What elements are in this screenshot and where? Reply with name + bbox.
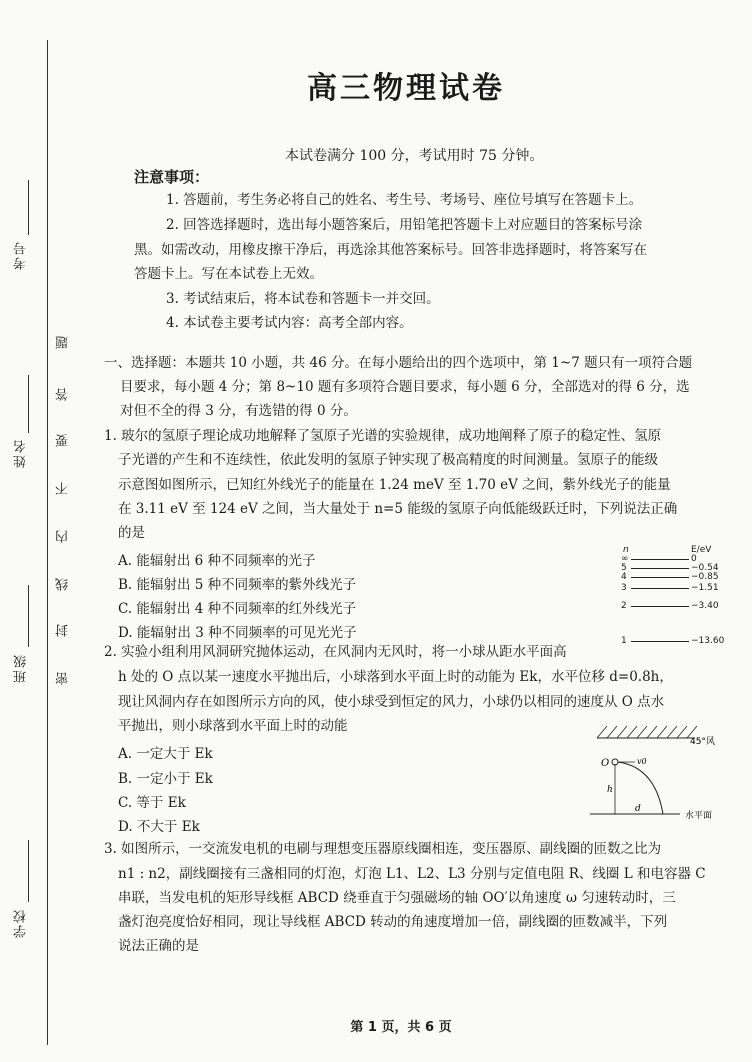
school-line	[28, 840, 29, 902]
wind-tunnel-figure	[585, 722, 735, 830]
level-n-label: ∞	[621, 554, 629, 564]
class-line	[28, 585, 29, 647]
notice-item-1: 1. 答题前，考生务必将自己的姓名、考生号、考场号、座位号填写在答题卡上。	[166, 192, 643, 208]
q2-line-3: 现让风洞内存在如图所示方向的风，使小球受到恒定的风力，小球仍以相同的速度从 O 点水	[118, 694, 665, 710]
seal-char-8: 密	[56, 672, 71, 685]
seal-char-7: 封	[56, 624, 71, 637]
level-n-header: n	[623, 545, 629, 555]
q1-line-4: 在 3.11 eV 至 124 eV 之间，当大量处于 n=5 能级的氢原子向低能级跃迁时，下列说法正确	[118, 501, 678, 517]
level-n-label: 2	[621, 601, 627, 611]
level-n-label: 3	[621, 583, 627, 593]
level-n-label: 5	[621, 563, 627, 573]
d-label: d	[635, 804, 641, 814]
page-footer: 第 1 页，共 6 页	[350, 1020, 452, 1035]
level-n-label: 4	[621, 572, 627, 582]
exam-no-label: 考号	[14, 240, 29, 270]
q1-line-5: 的是	[118, 525, 145, 541]
seal-char-3: 要	[56, 434, 71, 447]
q1-line-2: 子光谱的产生和不连续性，依此发明的氢原子钟实现了极高精度的时间测量。氢原子的能级	[118, 452, 658, 468]
level-line-2	[631, 606, 689, 607]
q3-line-4: 盏灯泡亮度恰好相同，现让导线框 ABCD 转动的角速度增加一倍，副线圈的匝数减半，下列	[118, 914, 668, 930]
exam-subtitle: 本试卷满分 100 分，考试用时 75 分钟。	[285, 148, 544, 164]
level-n-label: 1	[621, 636, 627, 646]
section-heading: 一、选择题：本题共 10 小题，共 46 分。在每小题给出的四个选项中，第 1~7 题只有一项符合题	[104, 355, 693, 371]
h-label: h	[607, 785, 613, 795]
seal-char-1: 题	[56, 336, 71, 349]
q2-option-d: D. 不大于 Ek	[118, 819, 200, 835]
level-line-1	[631, 641, 689, 642]
notice-item-2-cont: 黑。如需改动，用橡皮擦干净后，再选涂其他答案标号。回答非选择题时，将答案写在	[134, 242, 647, 258]
binding-margin	[0, 0, 95, 1062]
q1-option-c: C. 能辐射出 4 种不同频率的红外线光子	[118, 601, 357, 617]
name-label: 姓名	[14, 438, 29, 468]
level-line-inf	[631, 559, 689, 560]
name-line	[28, 375, 29, 433]
exam-no-line	[28, 180, 29, 235]
energy-level-diagram	[615, 545, 735, 650]
level-line-3	[631, 588, 689, 589]
exam-title: 高三物理试卷	[307, 71, 505, 106]
q1-option-d: D. 能辐射出 3 种不同频率的可见光光子	[118, 625, 357, 641]
notice-item-4: 4. 本试卷主要考试内容：高考全部内容。	[166, 315, 413, 331]
level-e-label: −1.51	[691, 583, 719, 593]
level-line-5	[631, 568, 689, 569]
v0-label: v0	[637, 757, 647, 766]
point-o-label: O	[601, 758, 610, 769]
level-e-label: −3.40	[691, 601, 719, 611]
q2-line-1: 2. 实验小组利用风洞研究抛体运动，在风洞内无风时，将一小球从距水平面高	[104, 644, 567, 660]
seal-char-2: 答	[56, 388, 71, 401]
level-line-4	[631, 577, 689, 578]
seal-char-4: 不	[56, 482, 71, 495]
q2-option-b: B. 一定小于 Ek	[118, 771, 213, 787]
class-label: 班级	[14, 653, 29, 683]
q2-line-4: 平抛出，则小球落到水平面上时的动能	[118, 718, 348, 734]
q3-line-3: 串联，当发电机的矩形导线框 ABCD 绕垂直于匀强磁场的轴 OO′以角速度 ω 匀速转动时，三	[118, 890, 676, 906]
wind-label: 45°风	[690, 737, 715, 747]
notice-heading: 注意事项：	[134, 168, 210, 186]
seal-char-5: 内	[56, 530, 71, 543]
level-e-label: −0.54	[691, 563, 719, 573]
level-e-label: 0	[691, 554, 697, 564]
level-e-label: −0.85	[691, 572, 719, 582]
ground-label: 水平面	[685, 811, 713, 821]
q1-line-3: 示意图如图所示，已知红外线光子的能量在 1.24 meV 至 1.70 eV 之间，紫外线光子的能量	[118, 477, 671, 493]
q2-option-a: A. 一定大于 Ek	[118, 746, 213, 762]
q1-option-a: A. 能辐射出 6 种不同频率的光子	[118, 553, 316, 569]
q1-line-1: 1. 玻尔的氢原子理论成功地解释了氢原子光谱的实验规律，成功地阐释了原子的稳定性、氢原	[104, 428, 662, 444]
binding-line	[47, 40, 48, 1045]
notice-item-2: 2. 回答选择题时，选出每小题答案后，用铅笔把答题卡上对应题目的答案标号涂	[166, 217, 643, 233]
level-e-header: E/eV	[691, 545, 712, 555]
school-label: 学校	[14, 908, 29, 938]
q3-line-5: 说法正确的是	[118, 938, 199, 954]
notice-item-3: 3. 考试结束后，将本试卷和答题卡一并交回。	[166, 291, 440, 307]
level-e-label: −13.60	[691, 636, 725, 646]
q2-line-2: h 处的 O 点以某一速度水平抛出后，小球落到水平面上时的动能为 Ek，水平位移 d=0.8h，	[118, 669, 673, 685]
section-line-2: 目要求，每小题 4 分；第 8~10 题有多项符合题目要求，每小题 6 分，全部选对的得 6 分，选	[120, 379, 690, 395]
section-line-3: 对但不全的得 3 分，有选错的得 0 分。	[120, 403, 357, 419]
notice-item-2-end: 答题卡上。写在本试卷上无效。	[134, 266, 323, 282]
seal-char-6: 线	[56, 578, 71, 591]
q3-line-2: n1 : n2，副线圈接有三盏相同的灯泡，灯泡 L1、L2、L3 分别与定值电阻 R、线圈 L 和电容器 C	[118, 866, 706, 882]
q1-option-b: B. 能辐射出 5 种不同频率的紫外线光子	[118, 577, 357, 593]
q3-line-1: 3. 如图所示，一交流发电机的电刷与理想变压器原线圈相连，变压器原、副线圈的匝数之比为	[104, 841, 662, 857]
q2-option-c: C. 等于 Ek	[118, 795, 186, 811]
